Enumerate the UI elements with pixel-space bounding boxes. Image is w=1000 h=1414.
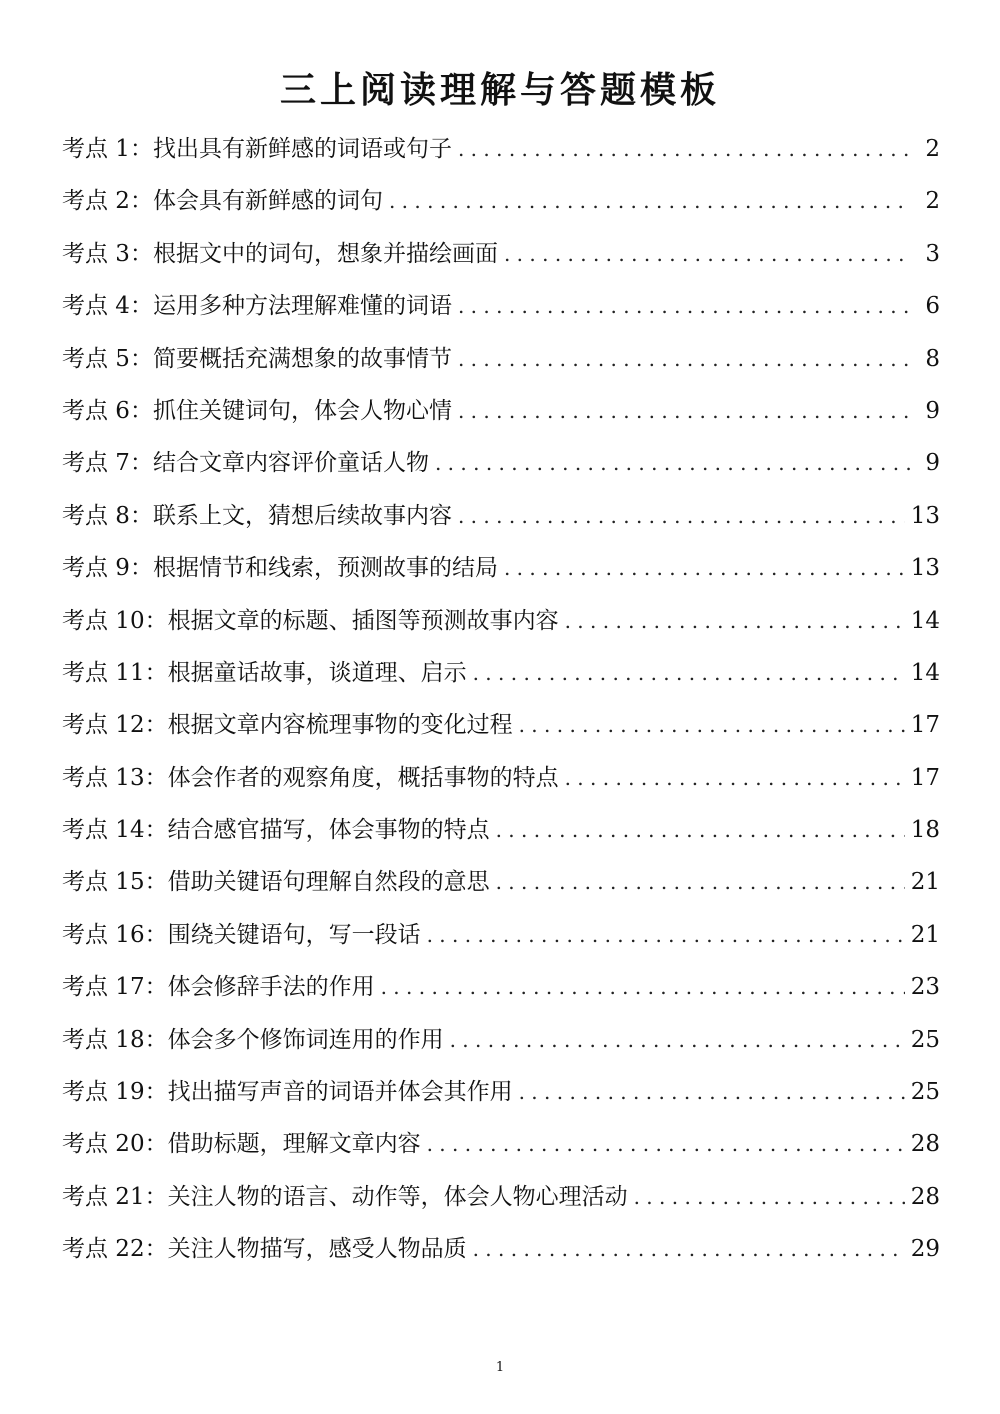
toc-entry-page: 18: [910, 817, 940, 844]
toc-entry[interactable]: [62, 235, 940, 287]
toc-entry-label: 考点 1：找出具有新鲜感的词语或句子: [62, 136, 452, 162]
toc-dot-leader: [381, 975, 905, 999]
toc-entry-label: 考点 3：根据文中的词句，想象并描绘画面: [62, 240, 498, 267]
toc-dot-leader: [427, 923, 905, 947]
toc-entry[interactable]: [62, 497, 940, 549]
toc-entry-label: 考点 18：体会多个修饰词连用的作用: [62, 1026, 444, 1053]
toc-entry-label: 考点 7：结合文章内容评价童话人物: [62, 450, 429, 477]
document-title: 三上阅读理解与答题模板: [279, 70, 720, 111]
toc-entry[interactable]: [62, 863, 940, 915]
toc-entry[interactable]: [62, 392, 940, 444]
toc-entry-page: 28: [910, 1183, 940, 1210]
toc-entry[interactable]: [62, 968, 940, 1020]
toc-entry-page: 2: [925, 188, 940, 215]
toc-entry-label: 考点 6：抓住关键词句，体会人物心情: [62, 397, 452, 424]
toc-entry-label: 考点 17：体会修辞手法的作用: [62, 974, 375, 1001]
toc-dot-leader: [450, 1028, 905, 1052]
toc-entry-label: 考点 11：根据童话故事，谈道理、启示: [62, 659, 467, 686]
toc-entry-label: 考点 16：围绕关键语句，写一段话: [62, 921, 421, 948]
toc-dot-leader: [496, 870, 905, 894]
toc-entry-page: 3: [925, 240, 940, 267]
toc-entry[interactable]: [62, 1178, 940, 1230]
table-of-contents: [62, 130, 940, 1283]
toc-dot-leader: [458, 294, 912, 318]
toc-entry-page: 23: [910, 974, 940, 1001]
toc-entry-label: 考点 14：结合感官描写，体会事物的特点: [62, 817, 490, 844]
toc-entry-page: 17: [910, 712, 940, 739]
toc-entry-page: 6: [925, 293, 940, 320]
toc-entry[interactable]: [62, 444, 940, 496]
toc-entry-label: 考点 15：借助关键语句理解自然段的意思: [62, 869, 490, 896]
toc-entry-label: 考点 4：运用多种方法理解难懂的词语: [62, 293, 452, 320]
toc-entry-page: 21: [910, 869, 940, 896]
toc-entry-page: 9: [925, 397, 940, 424]
toc-dot-leader: [458, 399, 912, 423]
toc-entry-page: 8: [925, 345, 940, 372]
toc-entry[interactable]: [62, 1073, 940, 1125]
toc-dot-leader: [634, 1185, 905, 1209]
toc-dot-leader: [504, 242, 912, 266]
toc-entry[interactable]: [62, 549, 940, 601]
toc-entry[interactable]: [62, 811, 940, 863]
toc-dot-leader: [458, 347, 912, 371]
toc-entry[interactable]: [62, 1021, 940, 1073]
toc-entry-page: 29: [910, 1236, 940, 1263]
toc-entry-label: 考点 19：找出描写声音的词语并体会其作用: [62, 1079, 513, 1106]
toc-dot-leader: [473, 1237, 905, 1261]
toc-dot-leader: [473, 661, 905, 685]
toc-entry[interactable]: [62, 130, 940, 182]
toc-entry-page: 21: [910, 921, 940, 948]
toc-dot-leader: [519, 1080, 905, 1104]
toc-entry-label: 考点 12：根据文章内容梳理事物的变化过程: [62, 712, 513, 739]
toc-entry[interactable]: [62, 916, 940, 968]
toc-entry[interactable]: [62, 706, 940, 758]
toc-entry-page: 14: [910, 607, 940, 634]
toc-entry-page: 2: [925, 136, 940, 162]
toc-entry-page: 25: [910, 1079, 940, 1106]
toc-entry-label: 考点 8：联系上文，猜想后续故事内容: [62, 502, 452, 529]
toc-entry-label: 考点 9：根据情节和线索，预测故事的结局: [62, 555, 498, 582]
toc-entry[interactable]: [62, 602, 940, 654]
toc-dot-leader: [427, 1132, 905, 1156]
toc-entry-page: 9: [925, 450, 940, 477]
toc-dot-leader: [458, 137, 912, 161]
toc-dot-leader: [458, 504, 905, 528]
toc-entry-label: 考点 21：关注人物的语言、动作等，体会人物心理活动: [62, 1183, 628, 1210]
toc-entry-page: 28: [910, 1131, 940, 1158]
toc-entry-page: 13: [910, 555, 940, 582]
toc-entry[interactable]: [62, 654, 940, 706]
toc-entry[interactable]: [62, 182, 940, 234]
toc-entry-page: 25: [910, 1026, 940, 1053]
toc-entry[interactable]: [62, 287, 940, 339]
toc-dot-leader: [504, 556, 905, 580]
toc-entry[interactable]: [62, 1230, 940, 1282]
toc-entry[interactable]: [62, 1125, 940, 1177]
page-number: 1: [495, 1360, 505, 1375]
toc-entry-page: 17: [910, 764, 940, 791]
toc-entry-label: 考点 5：简要概括充满想象的故事情节: [62, 345, 452, 372]
toc-entry[interactable]: [62, 340, 940, 392]
toc-dot-leader: [519, 713, 905, 737]
toc-entry-label: 考点 10：根据文章的标题、插图等预测故事内容: [62, 607, 559, 634]
toc-dot-leader: [435, 451, 912, 475]
toc-entry-label: 考点 22：关注人物描写，感受人物品质: [62, 1236, 467, 1263]
toc-entry-page: 13: [910, 502, 940, 529]
toc-entry-page: 14: [910, 659, 940, 686]
toc-dot-leader: [496, 818, 905, 842]
toc-dot-leader: [389, 189, 912, 213]
toc-dot-leader: [565, 766, 905, 790]
toc-entry-label: 考点 13：体会作者的观察角度，概括事物的特点: [62, 764, 559, 791]
toc-dot-leader: [565, 609, 905, 633]
toc-entry-label: 考点 20：借助标题，理解文章内容: [62, 1131, 421, 1158]
toc-entry[interactable]: [62, 759, 940, 811]
toc-entry-label: 考点 2：体会具有新鲜感的词句: [62, 188, 383, 215]
